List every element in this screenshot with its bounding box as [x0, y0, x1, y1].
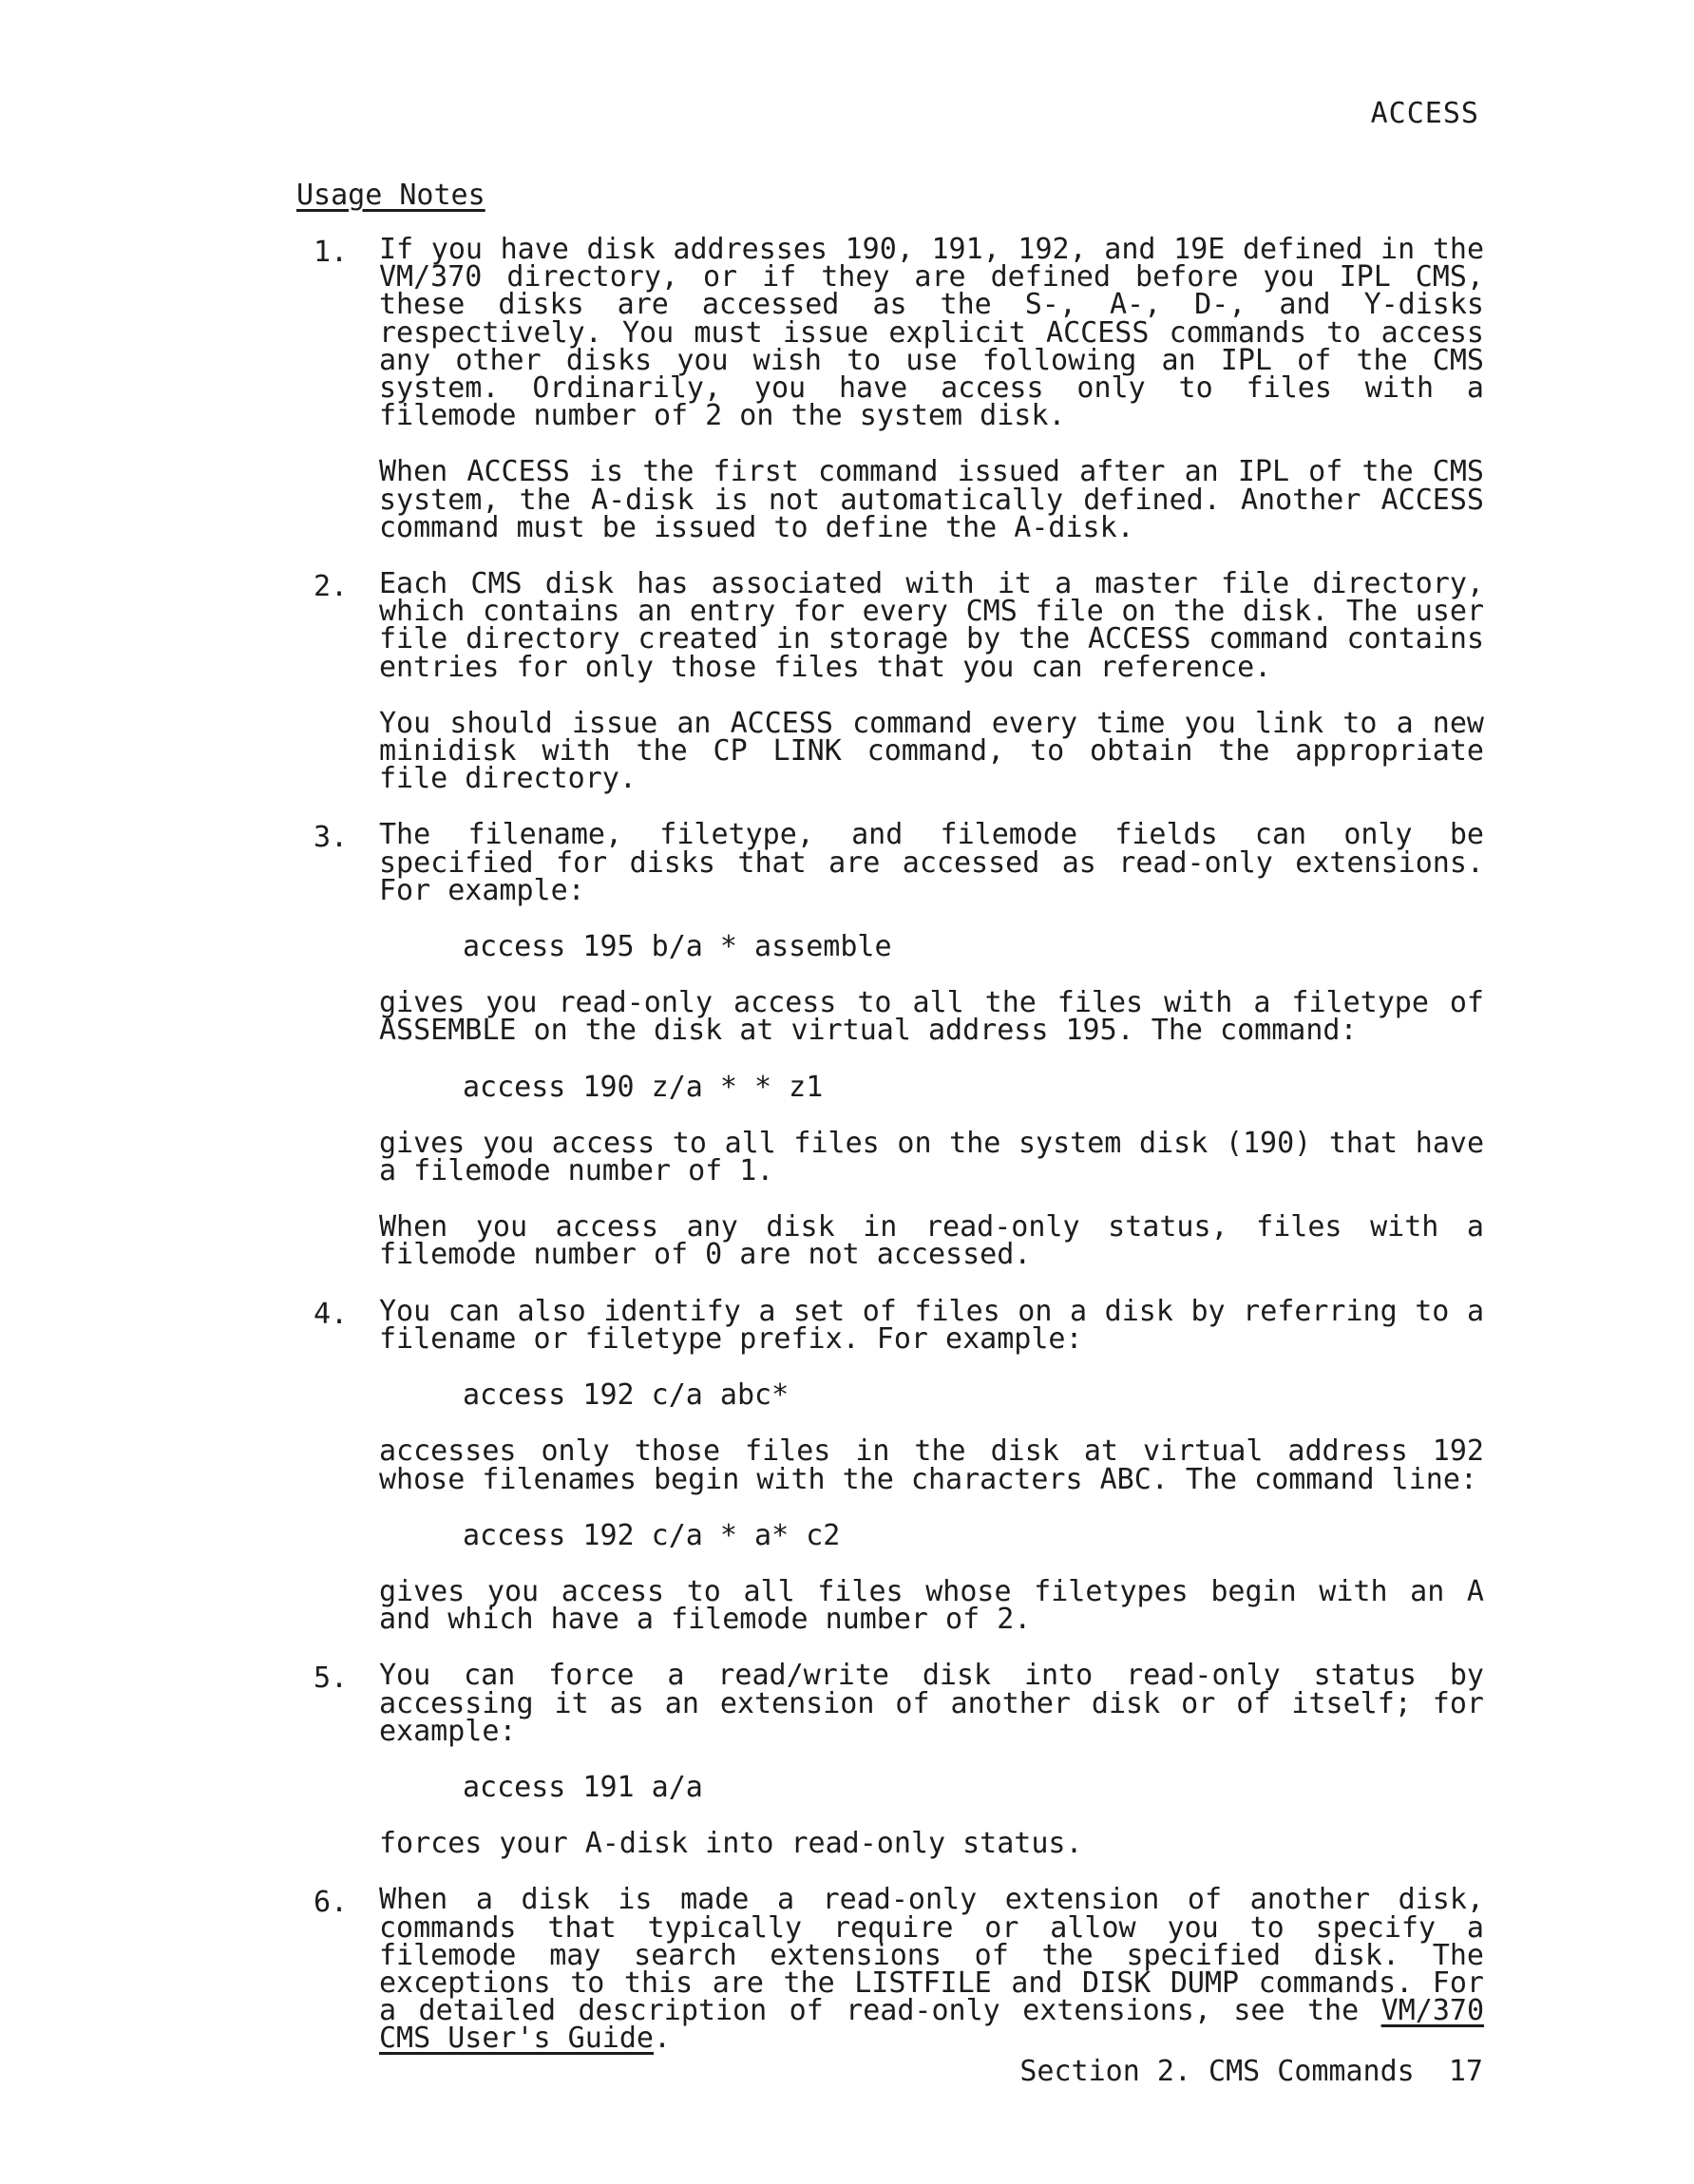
- note-2: [296, 567, 1484, 796]
- note-text-end: .: [653, 2022, 672, 2056]
- note-paragraph: You should issue an ACCESS command every time you link to a new minidisk with the CP LINK command, to obtain the appropriate file directory.: [379, 706, 1484, 796]
- note-paragraph: You can force a read/write disk into read-only status by accessing it as an extension of another disk or of itself; for example:: [379, 1659, 1484, 1748]
- usage-notes: [296, 233, 1485, 2081]
- note-paragraph: gives you access to all files on the system disk (190) that have a filemode number of 1.: [379, 1126, 1484, 1188]
- note-6: [296, 1883, 1485, 2056]
- command-example: access 192 c/a abc*: [463, 1378, 790, 1413]
- note-paragraph: When you access any disk in read-only status, files with a filemode number of 0 are not accessed.: [379, 1210, 1484, 1272]
- note-paragraph: gives you access to all files whose filetypes begin with an A and which have a filemode number of 2.: [379, 1574, 1484, 1637]
- users-guide-reference: VM/370 CMS User's Guide: [379, 1994, 1485, 2056]
- note-number: 3.: [314, 821, 349, 855]
- note-paragraph: If you have disk addresses 190, 191, 192, and 19E defined in the VM/370 directory, or if they are defined before you IPL CMS, these disks are accessed as the S-, A-, D-, and Y-disks respectively. You must issue explicit ACCESS commands to access any other disks you wish to use following an IPL of the CMS system. Ordinarily, you have access only to files with a filemode number of 2 on the system disk.: [379, 233, 1484, 433]
- note-paragraph: forces your A-disk into read-only status.: [379, 1827, 1083, 1861]
- note-number: 4.: [314, 1297, 349, 1331]
- note-paragraph: accesses only those files in the disk at virtual address 192 whose filenames begin with the characters ABC. The command line:: [379, 1434, 1484, 1496]
- note-4: [296, 1294, 1484, 1637]
- note-paragraph: gives you read-only access to all the files with a filetype of ASSEMBLE on the disk at virtual address 195. The command:: [379, 986, 1484, 1048]
- note-number: 6.: [314, 1886, 349, 1920]
- note-3: [296, 818, 1484, 1272]
- note-paragraph: When ACCESS is the first command issued after an IPL of the CMS system, the A-disk is not automatically defined. Another ACCESS command must be issued to define the A-disk.: [379, 455, 1484, 544]
- note-number: 2.: [314, 570, 349, 604]
- command-example: access 191 a/a: [463, 1770, 703, 1804]
- note-1: [296, 233, 1484, 544]
- note-number: 1.: [314, 236, 349, 269]
- command-example: access 192 c/a * a* c2: [463, 1518, 841, 1552]
- command-example: access 195 b/a * assemble: [463, 930, 892, 964]
- page-footer: Section 2. CMS Commands 17: [1019, 2055, 1483, 2088]
- command-example: access 190 z/a * * z1: [463, 1070, 824, 1104]
- note-paragraph: [379, 1883, 1485, 2056]
- running-head: ACCESS: [1370, 97, 1479, 130]
- note-number: 5.: [314, 1662, 349, 1696]
- note-paragraph: Each CMS disk has associated with it a master file directory, which contains an entry for every CMS file on the disk. The user file directory created in storage by the ACCESS command contains entries for only those files that you can reference.: [379, 567, 1484, 684]
- note-5: [296, 1659, 1484, 1861]
- note-paragraph: You can also identify a set of files on a disk by referring to a filename or filetype prefix. For example:: [379, 1294, 1484, 1356]
- section-heading: Usage Notes: [296, 179, 485, 212]
- note-text: When a disk is made a read-only extension of another disk, commands that typically require or allow you to specify a filemode may search extensions of the specified disk. The exceptions to this are the LISTFILE and DISK DUMP commands. For a detailed description of read-only extensions, see the: [379, 1883, 1484, 2028]
- note-paragraph: The filename, filetype, and filemode fields can only be specified for disks that are accessed as read-only extensions. For example:: [379, 818, 1484, 907]
